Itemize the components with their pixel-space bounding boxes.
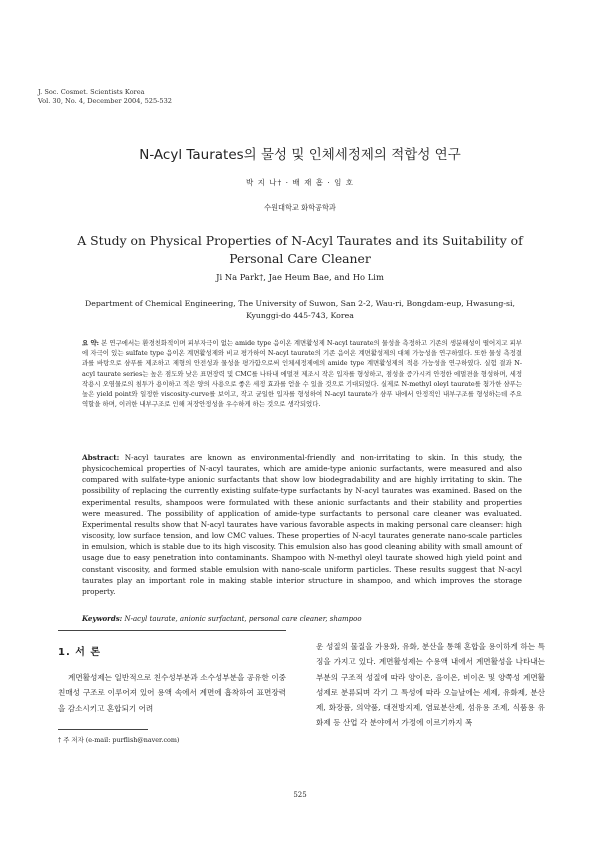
journal-volume: Vol. 30, No. 4, December 2004, 525-532 xyxy=(38,97,172,105)
affiliation-korean: 수원대학교 화학공학과 xyxy=(264,203,336,212)
abstract-korean-text: 본 연구에서는 환경친화적이며 피부자극이 없는 amide type 음이온 계면활성제 N-acyl taurate의 물성을 측정하고 기존의 생분해성이 떨어지고 피부에 자극이 있는 sulfate type 음이온 계면활성제와 비교 평가하여 N-acyl taurate의 기존 음이온 계면활성제의 대체 가능성을 연구하였다. 또한 물성 측정결과를 바탕으로 샴푸를 제조하고 제형의 안전성과 물성을 평가함으로써 인체세정제에의 amide type 계면활성제의 적용 가능성을 연구하였다. 실험 결과 N-acyl taurate series는 높은 점도와 낮은 표면장력 및 CMC를 나타내 에멀젼 제조시 작은 입자를 형성하고, 점성을 증가시켜 안정한 에멀젼을 형성하며, 세정 작용시 오염물로의 침투가 용이하고 적은 양의 사용으로 좋은 세정 효과를 얻을 수 있을 것으로 기대되었다. 실제로 N-methyl oleyl taurate를 첨가한 샴푸는 높은 yield point와 일정한 viscosity-curve를 보이고, 작고 균일한 입자를 형성하여 N-acyl taurate가 샴푸 내에서 안정적인 내부구조를 형성하는데 주요 역할을 하며, 이러한 내부구조로 인해 저장안정성을 우수하게 하는 것으로 생각되었다. xyxy=(82,339,522,409)
footnote-divider xyxy=(58,729,148,730)
page-number: 525 xyxy=(293,791,307,799)
title-english: A Study on Physical Properties of N-Acyl Taurates and its Suitability of Personal Care Cleaner xyxy=(77,233,523,266)
abstract-korean-label: 요 약: xyxy=(82,339,100,347)
abstract-english xyxy=(82,452,522,597)
keywords-label: Keywords: xyxy=(82,614,123,623)
abstract-korean xyxy=(82,338,522,409)
body-text-left-column: 계면활성제는 일반적으로 친수성부분과 소수성부분을 공유한 이중친매성 구조로 이루어져 있어 용액 속에서 계면에 흡착하여 표면장력을 감소시키고 혼합되기 어려 xyxy=(58,673,286,713)
journal-name: J. Soc. Cosmet. Scientists Korea xyxy=(38,88,145,96)
footnote-corresponding-author: † 주 저자 (e-mail: purflish@naver.com) xyxy=(58,736,180,744)
keywords-text: N-acyl taurate, anionic surfactant, personal care cleaner, shampoo xyxy=(124,615,362,623)
keywords xyxy=(82,614,362,623)
journal-citation xyxy=(38,88,172,106)
title-korean: N-Acyl Taurates의 물성 및 인체세정제의 적합성 연구 xyxy=(139,147,461,163)
abstract-english-text: N-acyl taurates are known as environmental-friendly and non-irritating to skin. In this study, the physicochemical properties of N-acyl taurates, which are amide-type anionic surfactants, were measured and also compared with sulfate-type anionic surfactants that show low biodegradability and are highly irritating to skin. The possibility of replacing the currently existing sulfate-type surfactants by N-acyl taurates was examined. Based on the experimental results, shampoos were formulated with these anionic surfactants and their stability and properties were measured. The possibility of application of amide-type surfactants to personal care cleaner was evaluated. Experimental results show that N-acyl taurates have various favorable aspects in making personal care cleanser: high viscosity, low surface tension, and low CMC values. These properties of N-acyl taurates generate nano-scale particles in emulsion, which is stable due to its high viscosity. This emulsion also has good cleaning ability with small amount of usage due to easy penetration into contaminants. Shampoo with N-methyl oleyl taurate showed high yield point and constant viscosity, and formed stable emulsion with nano-scale uniform particles. These results suggest that N-acyl taurates play an important role in making stable interior structure in shampoo, and which improves the storage property. xyxy=(82,453,523,596)
authors-english: Ji Na Park†, Jae Heum Bae, and Ho Lim xyxy=(216,272,384,282)
section-divider xyxy=(58,630,286,631)
body-text-right-column: 운 성질의 물질을 가용화, 유화, 분산을 통해 혼합을 용이하게 하는 특징을 가지고 있다. 계면활성제는 수용액 내에서 계면활성을 나타내는 부분의 구조적 성질에 따라 양이온, 음이온, 비이온 및 양쪽성 계면활성제로 분류되며 각기 그 특성에 따라 오늘날에는 세제, 유화제, 분산제, 화장품, 의약품, 대전방지제, 염료분산제, 섬유용 조제, 식품용 유화제 등 산업 각 분야에서 가정에 이르기까지 폭 xyxy=(316,642,545,728)
affiliation-english: Department of Chemical Engineering, The University of Suwon, San 2-2, Wau-ri, Bongdam-eup, Hwasung-si, Kyunggi-do 445-743, Korea xyxy=(85,299,515,320)
abstract-english-label: Abstract: xyxy=(82,453,120,462)
authors-korean: 박 지 나† · 배 재 흠 · 임 호 xyxy=(246,178,354,187)
section-heading-introduction: 1. 서 론 xyxy=(58,647,102,658)
